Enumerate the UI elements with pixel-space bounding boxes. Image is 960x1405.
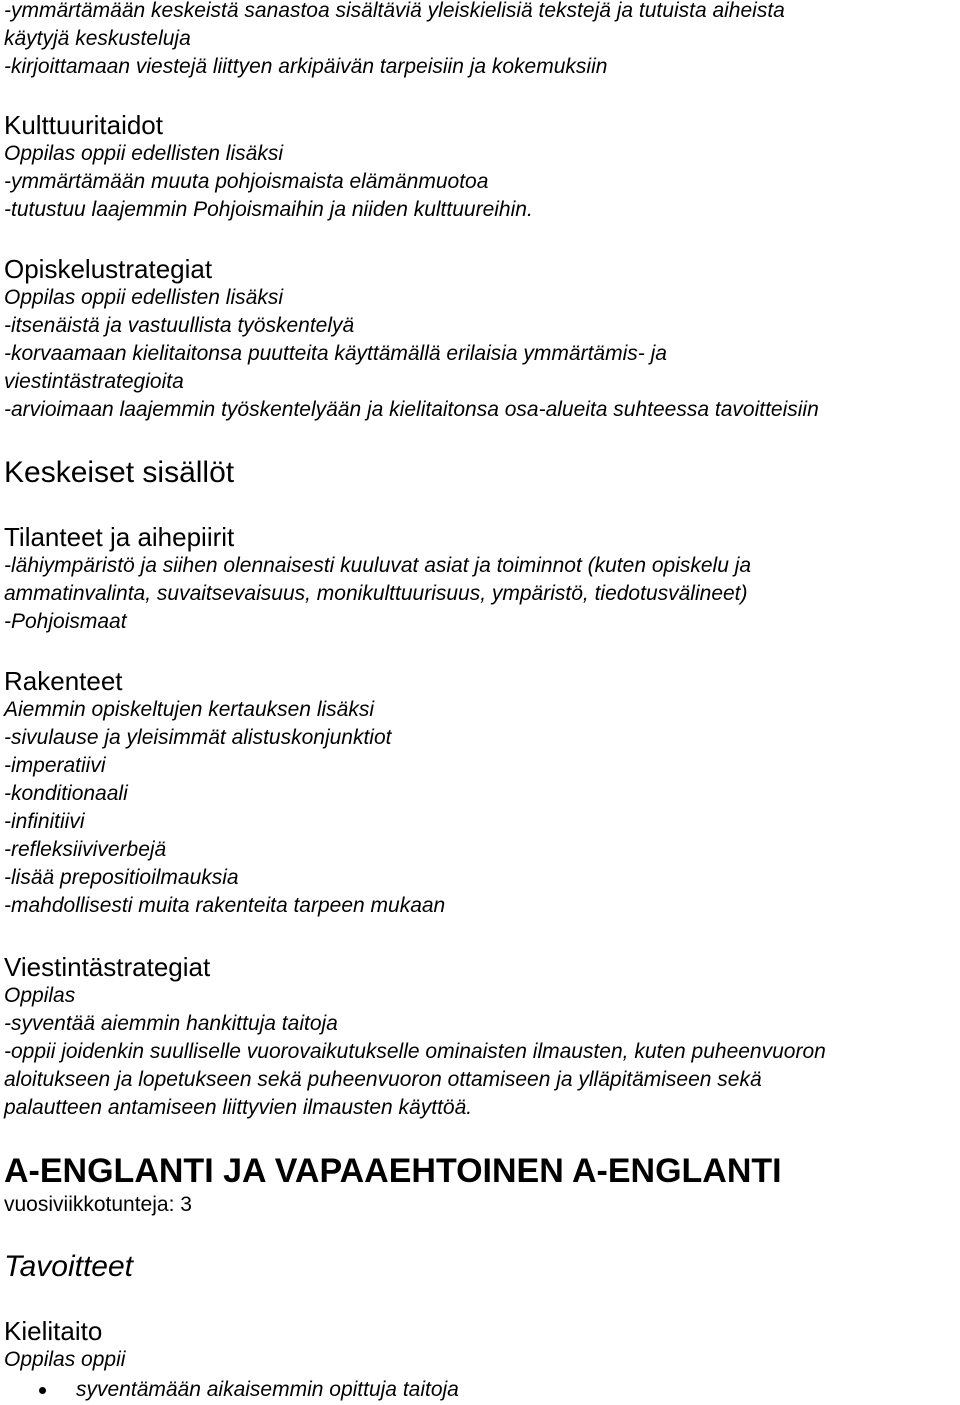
list-item (4, 1376, 459, 1404)
viestinta-line: Oppilas (4, 984, 76, 1007)
rakenteet-line: -lisää prepositioilmauksia (4, 866, 239, 889)
rakenteet-section (4, 666, 445, 920)
tilanteet-line: -Pohjoismaat (4, 610, 127, 633)
rakenteet-line: -konditionaali (4, 782, 128, 805)
viestinta-heading: Viestintästrategiat (4, 952, 211, 982)
tavoitteet-heading: Tavoitteet (4, 1250, 133, 1283)
englanti-title: A-ENGLANTI JA VAPAAEHTOINEN A-ENGLANTI (4, 1152, 782, 1190)
kulttuuritaidot-line: -tutustuu laajemmin Pohjoismaihin ja niiden kulttuureihin. (4, 198, 533, 221)
rakenteet-line: -refleksiiviverbejä (4, 838, 167, 861)
tilanteet-section (4, 522, 751, 636)
englanti-section (4, 1151, 782, 1219)
kulttuuritaidot-section (4, 110, 533, 224)
kielitaito-bullet-text: syventämään aikaisemmin opittuja taitoja (76, 1378, 459, 1401)
rakenteet-line: -imperatiivi (4, 754, 106, 777)
kielitaito-heading: Kielitaito (4, 1316, 103, 1346)
keskeiset-heading: Keskeiset sisällöt (4, 456, 235, 489)
kulttuuritaidot-heading: Kulttuuritaidot (4, 110, 163, 140)
tavoitteet-section (4, 1249, 133, 1285)
viestinta-line: -syventää aiemmin hankittuja taitoja (4, 1012, 338, 1035)
intro-line: -ymmärtämään keskeistä sanastoa sisältäviä yleiskielisiä tekstejä ja tutuista aiheista (4, 0, 785, 22)
viestinta-line: palautteen antamiseen liittyvien ilmausten käyttöä. (4, 1096, 473, 1119)
rakenteet-line: -mahdollisesti muita rakenteita tarpeen mukaan (4, 894, 446, 917)
opiskelustrategiat-line: -arvioimaan laajemmin työskentelyään ja kielitaitonsa osa-alueita suhteessa tavoitteisiin (4, 398, 819, 421)
kielitaito-section (4, 1316, 459, 1404)
viestinta-line: -oppii joidenkin suulliselle vuorovaikutukselle ominaisten ilmausten, kuten puheenvuoron (4, 1040, 826, 1063)
bullet-icon (39, 1387, 46, 1394)
opiskelustrategiat-line: viestintästrategioita (4, 370, 184, 393)
viestinta-line: aloitukseen ja lopetukseen sekä puheenvuoron ottamiseen ja ylläpitämiseen sekä (4, 1068, 762, 1091)
rakenteet-heading: Rakenteet (4, 666, 123, 696)
rakenteet-line: -infinitiivi (4, 810, 85, 833)
kulttuuritaidot-line: Oppilas oppii edellisten lisäksi (4, 142, 283, 165)
opiskelustrategiat-section (4, 254, 819, 424)
viestinta-section (4, 952, 826, 1122)
tilanteet-line: -lähiympäristö ja siihen olennaisesti kuuluvat asiat ja toiminnot (kuten opiskelu ja (4, 554, 752, 577)
englanti-subtitle: vuosiviikkotunteja: 3 (4, 1193, 192, 1216)
tilanteet-line: ammatinvalinta, suvaitsevaisuus, monikulttuurisuus, ympäristö, tiedotusvälineet) (4, 582, 748, 605)
opiskelustrategiat-line: Oppilas oppii edellisten lisäksi (4, 286, 283, 309)
intro-line: -kirjoittamaan viestejä liittyen arkipäivän tarpeisiin ja kokemuksiin (4, 55, 608, 78)
opiskelustrategiat-line: -itsenäistä ja vastuullista työskentelyä (4, 314, 355, 337)
tilanteet-heading: Tilanteet ja aihepiirit (4, 522, 235, 552)
opiskelustrategiat-heading: Opiskelustrategiat (4, 254, 213, 284)
intro-section (4, 0, 785, 81)
keskeiset-section (4, 455, 234, 491)
rakenteet-line: Aiemmin opiskeltujen kertauksen lisäksi (4, 698, 374, 721)
rakenteet-line: -sivulause ja yleisimmät alistuskonjunktiot (4, 726, 392, 749)
opiskelustrategiat-line: -korvaamaan kielitaitonsa puutteita käyttämällä erilaisia ymmärtämis- ja (4, 342, 667, 365)
intro-line: käytyjä keskusteluja (4, 27, 191, 50)
kielitaito-intro: Oppilas oppii (4, 1348, 126, 1371)
kulttuuritaidot-line: -ymmärtämään muuta pohjoismaista elämänmuotoa (4, 170, 489, 193)
